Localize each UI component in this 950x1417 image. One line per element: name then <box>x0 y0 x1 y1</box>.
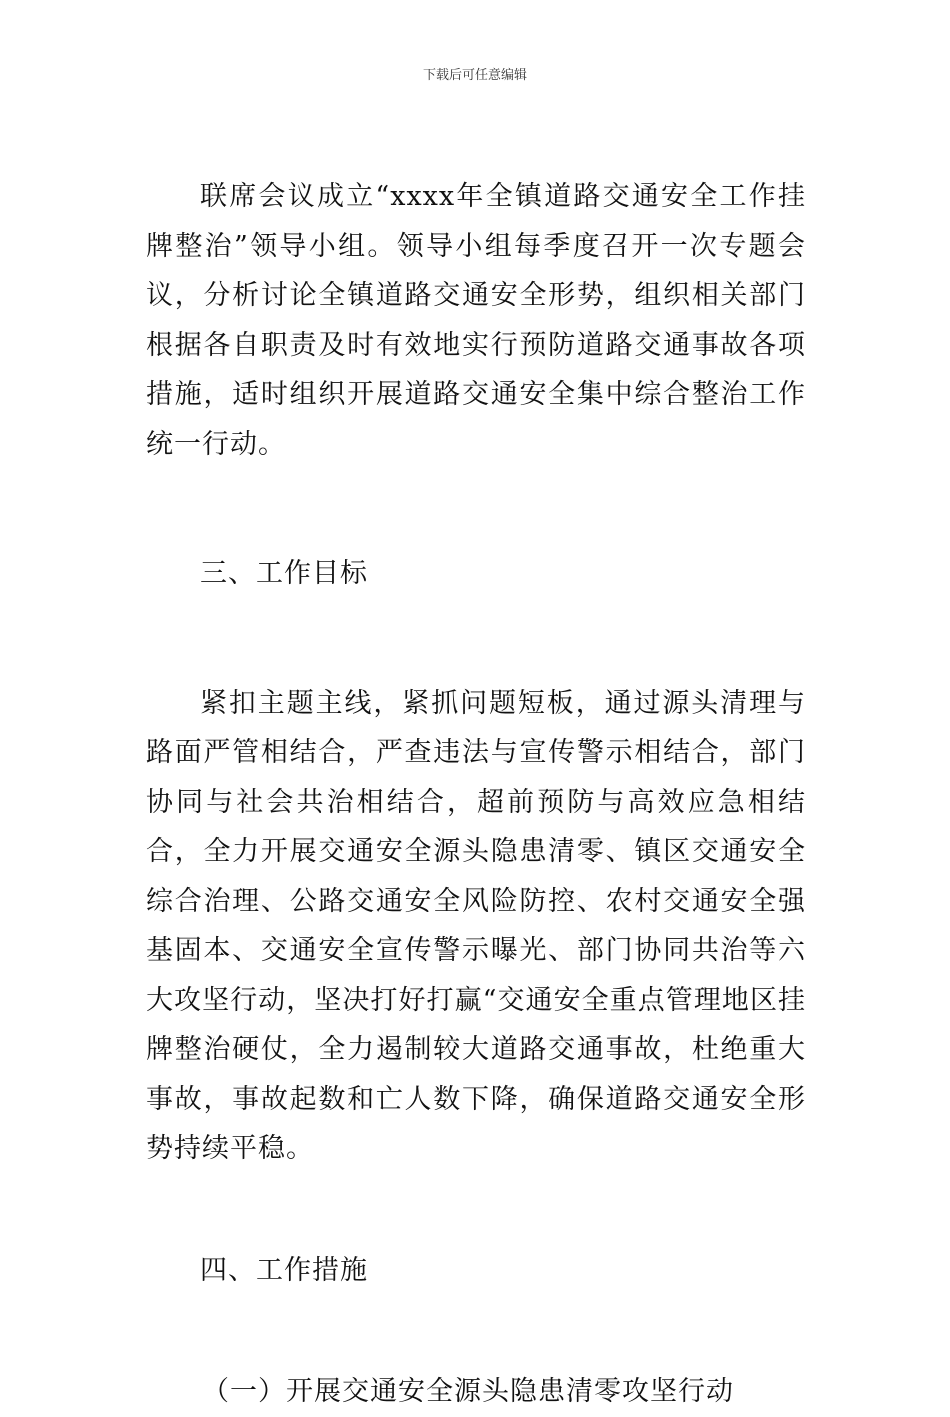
header-note: 下载后可任意编辑 <box>422 68 527 83</box>
paragraph-gap <box>146 1295 806 1367</box>
section-heading-goals: 三、工作目标 <box>200 558 368 589</box>
paragraph-joint-meeting: 联席会议成立“xxxx年全镇道路交通安全工作挂牌整治”领导小组。领导小组每季度召开一次专题会议，分析讨论全镇道路交通安全形势，组织相关部门根据各自职责及时有效地实行预防道路交通事故各项措施，适时组织开展道路交通安全集中综合整治工作统一行动。 <box>146 181 806 460</box>
paragraph-gap <box>146 1174 806 1246</box>
paragraph-gap <box>146 599 806 679</box>
paragraph-gap <box>146 469 806 549</box>
subsection-heading-1: （一）开展交通安全源头隐患清零攻坚行动 <box>202 1376 734 1407</box>
paragraph-goals: 紧扣主题主线，紧抓问题短板，通过源头清理与路面严管相结合，严查违法与宣传警示相结合，部门协同与社会共治相结合，超前预防与高效应急相结合，全力开展交通安全源头隐患清零、镇区交通安全综合治理、公路交通安全风险防控、农村交通安全强基固本、交通安全宣传警示曝光、部门协同共治等六大攻坚行动，坚决打好打赢“交通安全重点管理地区挂牌整治硬仗，全力遏制较大道路交通事故，杜绝重大事故，事故起数和亡人数下降，确保道路交通安全形势持续平稳。 <box>146 687 806 1164</box>
section-heading-measures: 四、工作措施 <box>200 1254 368 1286</box>
document-body <box>146 172 806 1417</box>
